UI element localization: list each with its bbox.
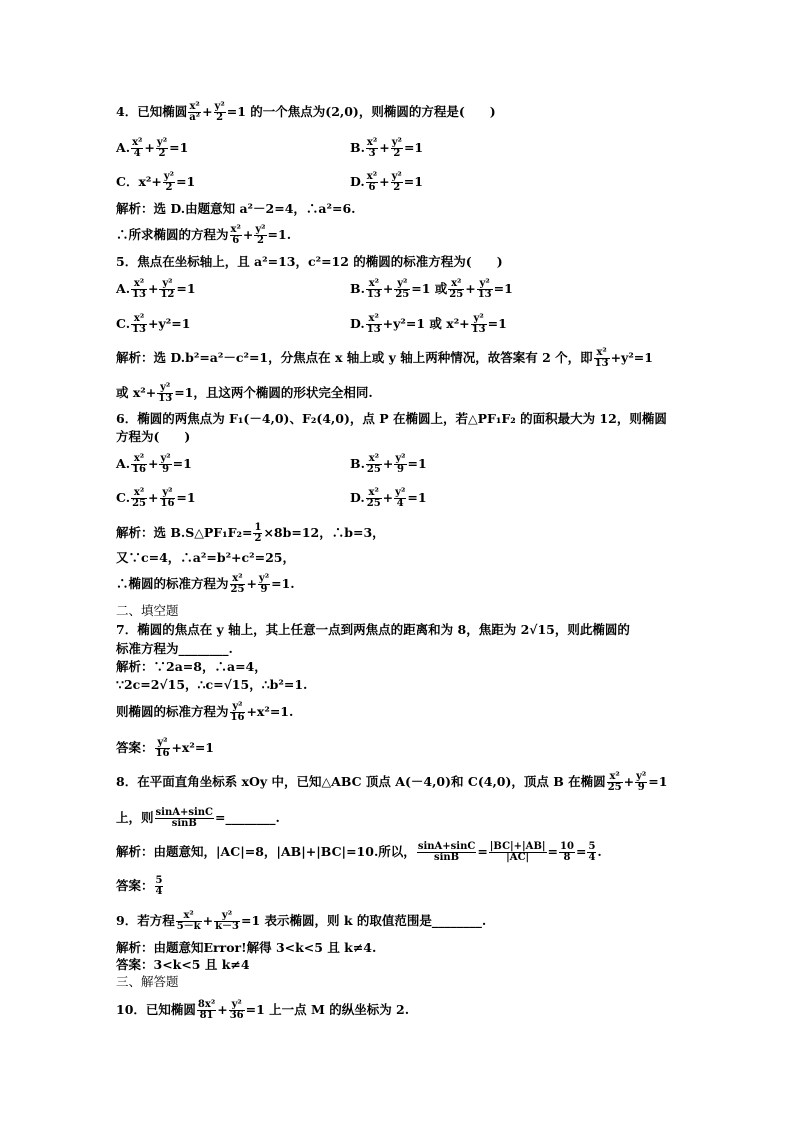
q6-stem-2: 方程为( ) <box>116 429 191 444</box>
q6-solution-2: 又∵c=4，∴a²=b²+c²=25， <box>116 550 295 565</box>
q10-stem: 10．已知椭圆 $\frac{\text{8x²}}{81}$ + $\frac{\text{y²}}{36}$ =1 上一点 M 的纵坐标为 2. <box>116 999 410 1021</box>
q7-answer: 答案： $\frac{\text{y²}}{16}$ +x²=1 <box>116 737 215 759</box>
q9-stem: 9．若方程 $\frac{\text{x²}}{5-k}$ + $\frac{\text{y²}}{k-3}$ =1 表示椭圆，则 k 的取值范围是________. <box>116 910 487 932</box>
q6-option-c: C. $\frac{\text{x²}}{25}$ + $\frac{\text{y²}}{16}$ =1 <box>116 487 196 509</box>
q8-solution: 解析：由题意知，|AC|=8，|AB|+|BC|=10.所以， $\frac{\sin A+\sin C}{\sin B}$ = $\frac{|BC|+|AB|}{|AC|}$ = $\frac{10}{8}$ = $\frac{5}{4}$ . <box>116 841 602 863</box>
q7-solution: 解析：∵2a=8，∴a=4， <box>116 659 267 674</box>
q8-stem-2: 上，则 $\frac{\sin A+\sin C}{\sin B}$ =________. <box>116 807 280 829</box>
q4-solution: 解析：选 D.由题意知 a²－2=4，∴a²=6. <box>116 201 356 216</box>
q6-option-d: D. $\frac{\text{x²}}{25}$ + $\frac{\text{y²}}{4}$ =1 <box>350 487 427 509</box>
q6-solution: 解析：选 B.S△PF₁F₂= $\frac{1}{2}$ ×8b=12，∴b=3， <box>116 522 385 544</box>
q6-stem: 6．椭圆的两焦点为 F₁(－4,0)、F₂(4,0)，点 P 在椭圆上，若△PF₁F₂ 的面积最大为 12，则椭圆 <box>116 411 667 426</box>
q5-solution-2: 或 x²+ $\frac{\text{y²}}{13}$ =1，且这两个椭圆的形状完全相同. <box>116 382 373 404</box>
q5-option-d: D. $\frac{\text{x²}}{13}$ +y²=1 或 x²+ $\frac{\text{y²}}{13}$ =1 <box>350 313 507 335</box>
q4-option-c: C．x²+ $\frac{\text{y²}}{2}$ =1 <box>116 171 196 193</box>
q6-option-b: B. $\frac{\text{x²}}{25}$ + $\frac{\text{y²}}{9}$ =1 <box>350 453 427 475</box>
q9-solution: 解析：由题意知Error!解得 3<k<5 且 k≠4. <box>116 940 377 955</box>
q4-stem: 4．已知椭圆 $\frac{\text{x²}}{\text{a²}}$ + $\frac{\text{y²}}{2}$ =1 的一个焦点为(2,0)，则椭圆的方程是( ) <box>116 101 496 123</box>
q5-solution: 解析：选 D.b²=a²－c²=1，分焦点在 x 轴上或 y 轴上两种情况，故答案有 2 个，即 $\frac{\text{x²}}{13}$ +y²=1 <box>116 347 653 369</box>
q4-option-a: A. $\frac{\text{x²}}{4}$ + $\frac{\text{y²}}{2}$ =1 <box>116 137 189 159</box>
q4-solution-2: ∴所求椭圆的方程为 $\frac{\text{x²}}{6}$ + $\frac{\text{y²}}{2}$ =1. <box>116 224 292 246</box>
section-solve-heading: 三、解答题 <box>116 974 179 989</box>
q5-stem: 5．焦点在坐标轴上，且 a²=13，c²=12 的椭圆的标准方程为( ) <box>116 254 503 269</box>
q4-option-d: D. $\frac{\text{x²}}{6}$ + $\frac{\text{y²}}{2}$ =1 <box>350 171 423 193</box>
q7-solution-3: 则椭圆的标准方程为 $\frac{\text{y²}}{16}$ +x²=1. <box>116 701 294 723</box>
q7-stem: 7．椭圆的焦点在 y 轴上，其上任意一点到两焦点的距离和为 8，焦距为 2√15，则此椭圆的 <box>116 622 630 637</box>
q8-stem: 8．在平面直角坐标系 xOy 中，已知△ABC 顶点 A(－4,0)和 C(4,0)，顶点 B 在椭圆 $\frac{\text{x²}}{25}$ + $\frac{\text{y²}}{9}$ =1 <box>116 771 668 793</box>
q7-stem-2: 标准方程为________. <box>116 641 233 656</box>
q8-answer: 答案： $\frac{5}{4}$ <box>116 875 163 897</box>
q9-answer: 答案：3<k<5 且 k≠4 <box>116 957 250 972</box>
q6-option-a: A. $\frac{\text{x²}}{16}$ + $\frac{\text{y²}}{9}$ =1 <box>116 453 192 475</box>
q5-option-a: A. $\frac{\text{x²}}{13}$ + $\frac{\text{y²}}{12}$ =1 <box>116 278 196 300</box>
q6-solution-3: ∴椭圆的标准方程为 $\frac{\text{x²}}{25}$ + $\frac{\text{y²}}{9}$ =1. <box>116 573 295 595</box>
q5-option-b: B. $\frac{\text{x²}}{13}$ + $\frac{\text{y²}}{25}$ =1 或 $\frac{\text{x²}}{25}$ + $\frac{\text{y²}}{13}$ =1 <box>350 278 513 300</box>
q5-option-c: C. $\frac{\text{x²}}{13}$ +y²=1 <box>116 313 191 335</box>
q7-solution-2: ∵2c=2√15，∴c=√15，∴b²=1. <box>116 677 308 692</box>
section-fill-in-heading: 二、填空题 <box>116 603 179 618</box>
q4-option-b: B. $\frac{\text{x²}}{3}$ + $\frac{\text{y²}}{2}$ =1 <box>350 137 424 159</box>
